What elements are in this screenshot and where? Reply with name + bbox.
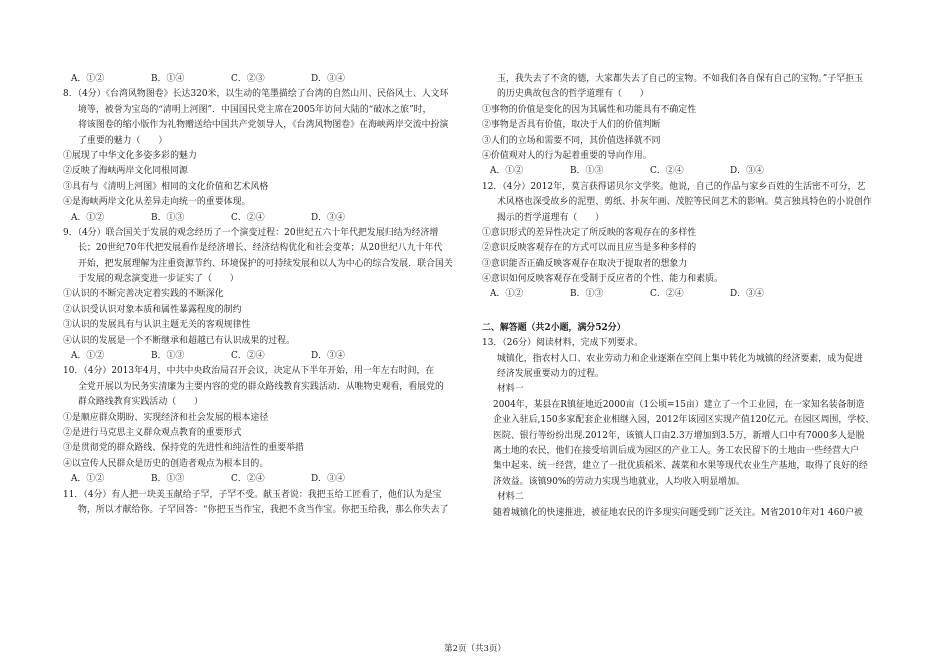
section-heading: 二、解答题（共2小题，满分52分） [482, 322, 626, 333]
passage-line: 城镇化，指农村人口、农业劳动力和企业逐渐在空间上集中转化为城镇的经济要素，成为促进 [497, 353, 863, 364]
statement-item: ③人们的立场和需要不同，其价值选择就不同 [482, 135, 661, 146]
option-b: B．①③ [570, 166, 604, 177]
option-a: A．①② [490, 289, 524, 300]
q7-options [63, 72, 479, 87]
option-c: C．②④ [231, 212, 265, 223]
passage-line: 经济发展重要动力的过程。 [497, 369, 605, 380]
option-a: A．①② [71, 74, 105, 84]
statement-item: ②反映了海峡两岸文化同根同源 [63, 166, 188, 177]
passage-line: 医院、银行等纷纷出现.2012年，该镇人口由2.3万增加到3.5万，新增人口中有7000多人是脱 [493, 430, 865, 441]
passage-line: 离土地的农民，他们在接受培训后成为园区的产业工人。务工农民留下的土地由一些经营大户 [493, 445, 859, 456]
option-b: B．①③ [151, 212, 185, 223]
passage-line: 企业入驻后,150多家配套企业相继入园，2012年该园区实现产值120亿元。在园区周围，学校、 [493, 415, 875, 426]
right-column [482, 72, 898, 521]
question-text-line: 开始，把发展理解为注重资源节约、环境保护的可持续发展和以人为中心的综合发展．联合国关 [78, 258, 453, 269]
statement-item: ③意识能否正确反映客观存在取决于提取者的想象力 [482, 258, 688, 269]
statement-item: ④价值观对人的行为起着重要的导向作用。 [482, 150, 652, 161]
statement-item: ②意识反映客观存在的方式可以而且应当是多种多样的 [482, 243, 697, 254]
option-d: D．③④ [311, 212, 345, 223]
question-text-line: 全党开展以为民务实清廉为主要内容的党的群众路线教育实践活动．从唯物史观看，看展党的 [78, 381, 444, 392]
option-c: C．②④ [231, 351, 265, 362]
left-column [63, 72, 479, 518]
option-d: D．③④ [311, 474, 345, 485]
q11-options [482, 164, 898, 179]
option-c: C．②④ [231, 474, 265, 485]
question-13-stem: 13．（26分）阅读材料，完成下列要求。 [482, 338, 644, 349]
statement-item: ①展现了中华文化多姿多彩的魅力 [63, 150, 197, 161]
statement-item: ①意识形式的差异性决定了所反映的客观存在的多样性 [482, 227, 697, 238]
statement-item: ③是贯彻党的群众路线、保持党的先进性和纯洁性的重要举措 [63, 443, 304, 454]
question-text-line: 境等，被誉为宝岛的“清明上河图”．中国国民党主席在2005年访问大陆的“破冰之旅”时， [78, 104, 432, 115]
statement-item: ②事物是否具有价值，取决于人们的价值判断 [482, 120, 661, 131]
statement-item: ③具有与《清明上河图》相同的文化价值和艺术风格 [63, 181, 269, 192]
passage-line: 2004年，某县在R镇征地近2000亩（1公顷=15亩）建立了一个工业园，在一家知名装备制造 [493, 399, 865, 410]
option-b: B．①③ [151, 351, 185, 362]
statement-item: ①认识的不断完善决定着实践的不断深化 [63, 289, 224, 300]
question-text-line: 术风格也深受故乡的泥塑、剪纸、扑灰年画、茂腔等民间艺术的影响。莫言独具特色的小说创作 [497, 197, 872, 208]
passage-line: 济效益。该镇90%的劳动力实现当地就业，人均收入明显增加。 [493, 476, 745, 487]
q12-options [482, 287, 898, 302]
question-12-stem: 12．（4分）2012年，莫言获得诺贝尔文学奖。他说，自己的作品与家乡百姓的生活密不可分，艺 [482, 181, 866, 192]
question-10-stem: 10．（4分）2013年4月，中共中央政治局召开会议，决定从下半年开始，用一年左右时间，在 [63, 366, 435, 377]
statement-item: ④认识的发展是一个不断继承和超越已有认识成果的过程。 [63, 335, 296, 346]
statement-item: ②认识受认识对象本质和属性暴露程度的制约 [63, 304, 242, 315]
material-label: 材料一 [497, 384, 524, 395]
statement-item: ①事物的价值是变化的因为其属性和功能具有不确定性 [482, 104, 697, 115]
option-c: C．②④ [650, 166, 684, 177]
statement-item: ③认识的发展具有与认识主题无关的客观规律性 [63, 320, 251, 331]
option-a: A．①② [71, 351, 105, 362]
option-c: C．②③ [231, 74, 265, 84]
statement-item: ②是进行马克思主义群众观点教育的重要形式 [63, 427, 242, 438]
statement-item: ④意识如何反映客观存在受制于反应者的个性、能力和素质。 [482, 274, 723, 285]
option-a: A．①② [71, 212, 105, 223]
question-9-stem: 9．（4分）联合国关于发展的观念经历了一个演变过程：20世纪五六十年代把发展归结为经济增 [63, 227, 439, 238]
option-b: B．①③ [570, 289, 604, 300]
passage-line: 集中起来、统一经营，建立了一批优质稻米、蔬菜和水果等现代农业生产基地，取得了良好的经 [493, 461, 868, 472]
question-11-stem: 11．（4分）有人把一块美玉献给子罕，子罕不受。献玉者说：我把玉给工匠看了，他们认为是宝 [63, 489, 442, 500]
section-gap [482, 303, 898, 321]
option-d: D．③④ [730, 166, 764, 177]
option-a: A．①② [490, 166, 524, 177]
question-text-line: 揭示的哲学道理有（ ） [497, 212, 605, 223]
statement-item: ①是顺应群众期盼、实现经济和社会发展的根本途径 [63, 412, 269, 423]
option-d: D．③④ [730, 289, 764, 300]
question-8-stem: 8．（4分）《台湾风物图卷》长达320米，以生动的笔墨描绘了台湾的自然山川、民俗风土、人文环 [63, 89, 449, 100]
question-text-line: 玉，我失去了不贪的德，大家都失去了自己的宝物。不如我们各自保有自己的宝物。”子罕拒玉 [497, 74, 864, 84]
option-a: A．①② [71, 474, 105, 485]
statement-item: ④以宣传人民群众是历史的创造者观点为根本目的。 [63, 458, 269, 469]
q10-options [63, 472, 479, 487]
question-text-line: 的历史典故包含的哲学道理有（ ） [497, 89, 649, 100]
question-text-line: 长；20世纪70年代把发展看作是经济增长、经济结构优化和社会变革；从20世纪八九十年代 [78, 243, 443, 254]
page-number: 第2页（共3页） [444, 644, 506, 654]
question-text-line: 物，所以才献给你。子罕回答：“你把玉当作宝，我把不贪当作宝。你把玉给我，那么你失去了 [78, 504, 449, 515]
option-d: D．③④ [311, 74, 345, 84]
question-text-line: 群众路线教育实践活动（ ） [78, 397, 203, 408]
question-text-line: 将该图卷的缩小版作为礼物赠送给中国共产党领导人，《台湾风物图卷》在海峡两岸交流中扮演 [78, 120, 449, 131]
option-d: D．③④ [311, 351, 345, 362]
passage-line: 随着城镇化的快速推进，被征地农民的许多现实问题受到广泛关注。M省2010年对1 460户被 [493, 507, 863, 518]
option-c: C．②④ [650, 289, 684, 300]
statement-item: ④是海峡两岸文化从差异走向统一的重要体现。 [63, 197, 251, 208]
question-text-line: 于发展的观念演变进一步证实了（ ） [78, 274, 239, 285]
question-text-line: 了重要的魅力（ ） [78, 135, 168, 146]
option-b: B．①④ [151, 74, 185, 84]
material-label: 材料二 [497, 492, 524, 503]
option-b: B．①③ [151, 474, 185, 485]
q8-options [63, 211, 479, 226]
q9-options [63, 349, 479, 364]
